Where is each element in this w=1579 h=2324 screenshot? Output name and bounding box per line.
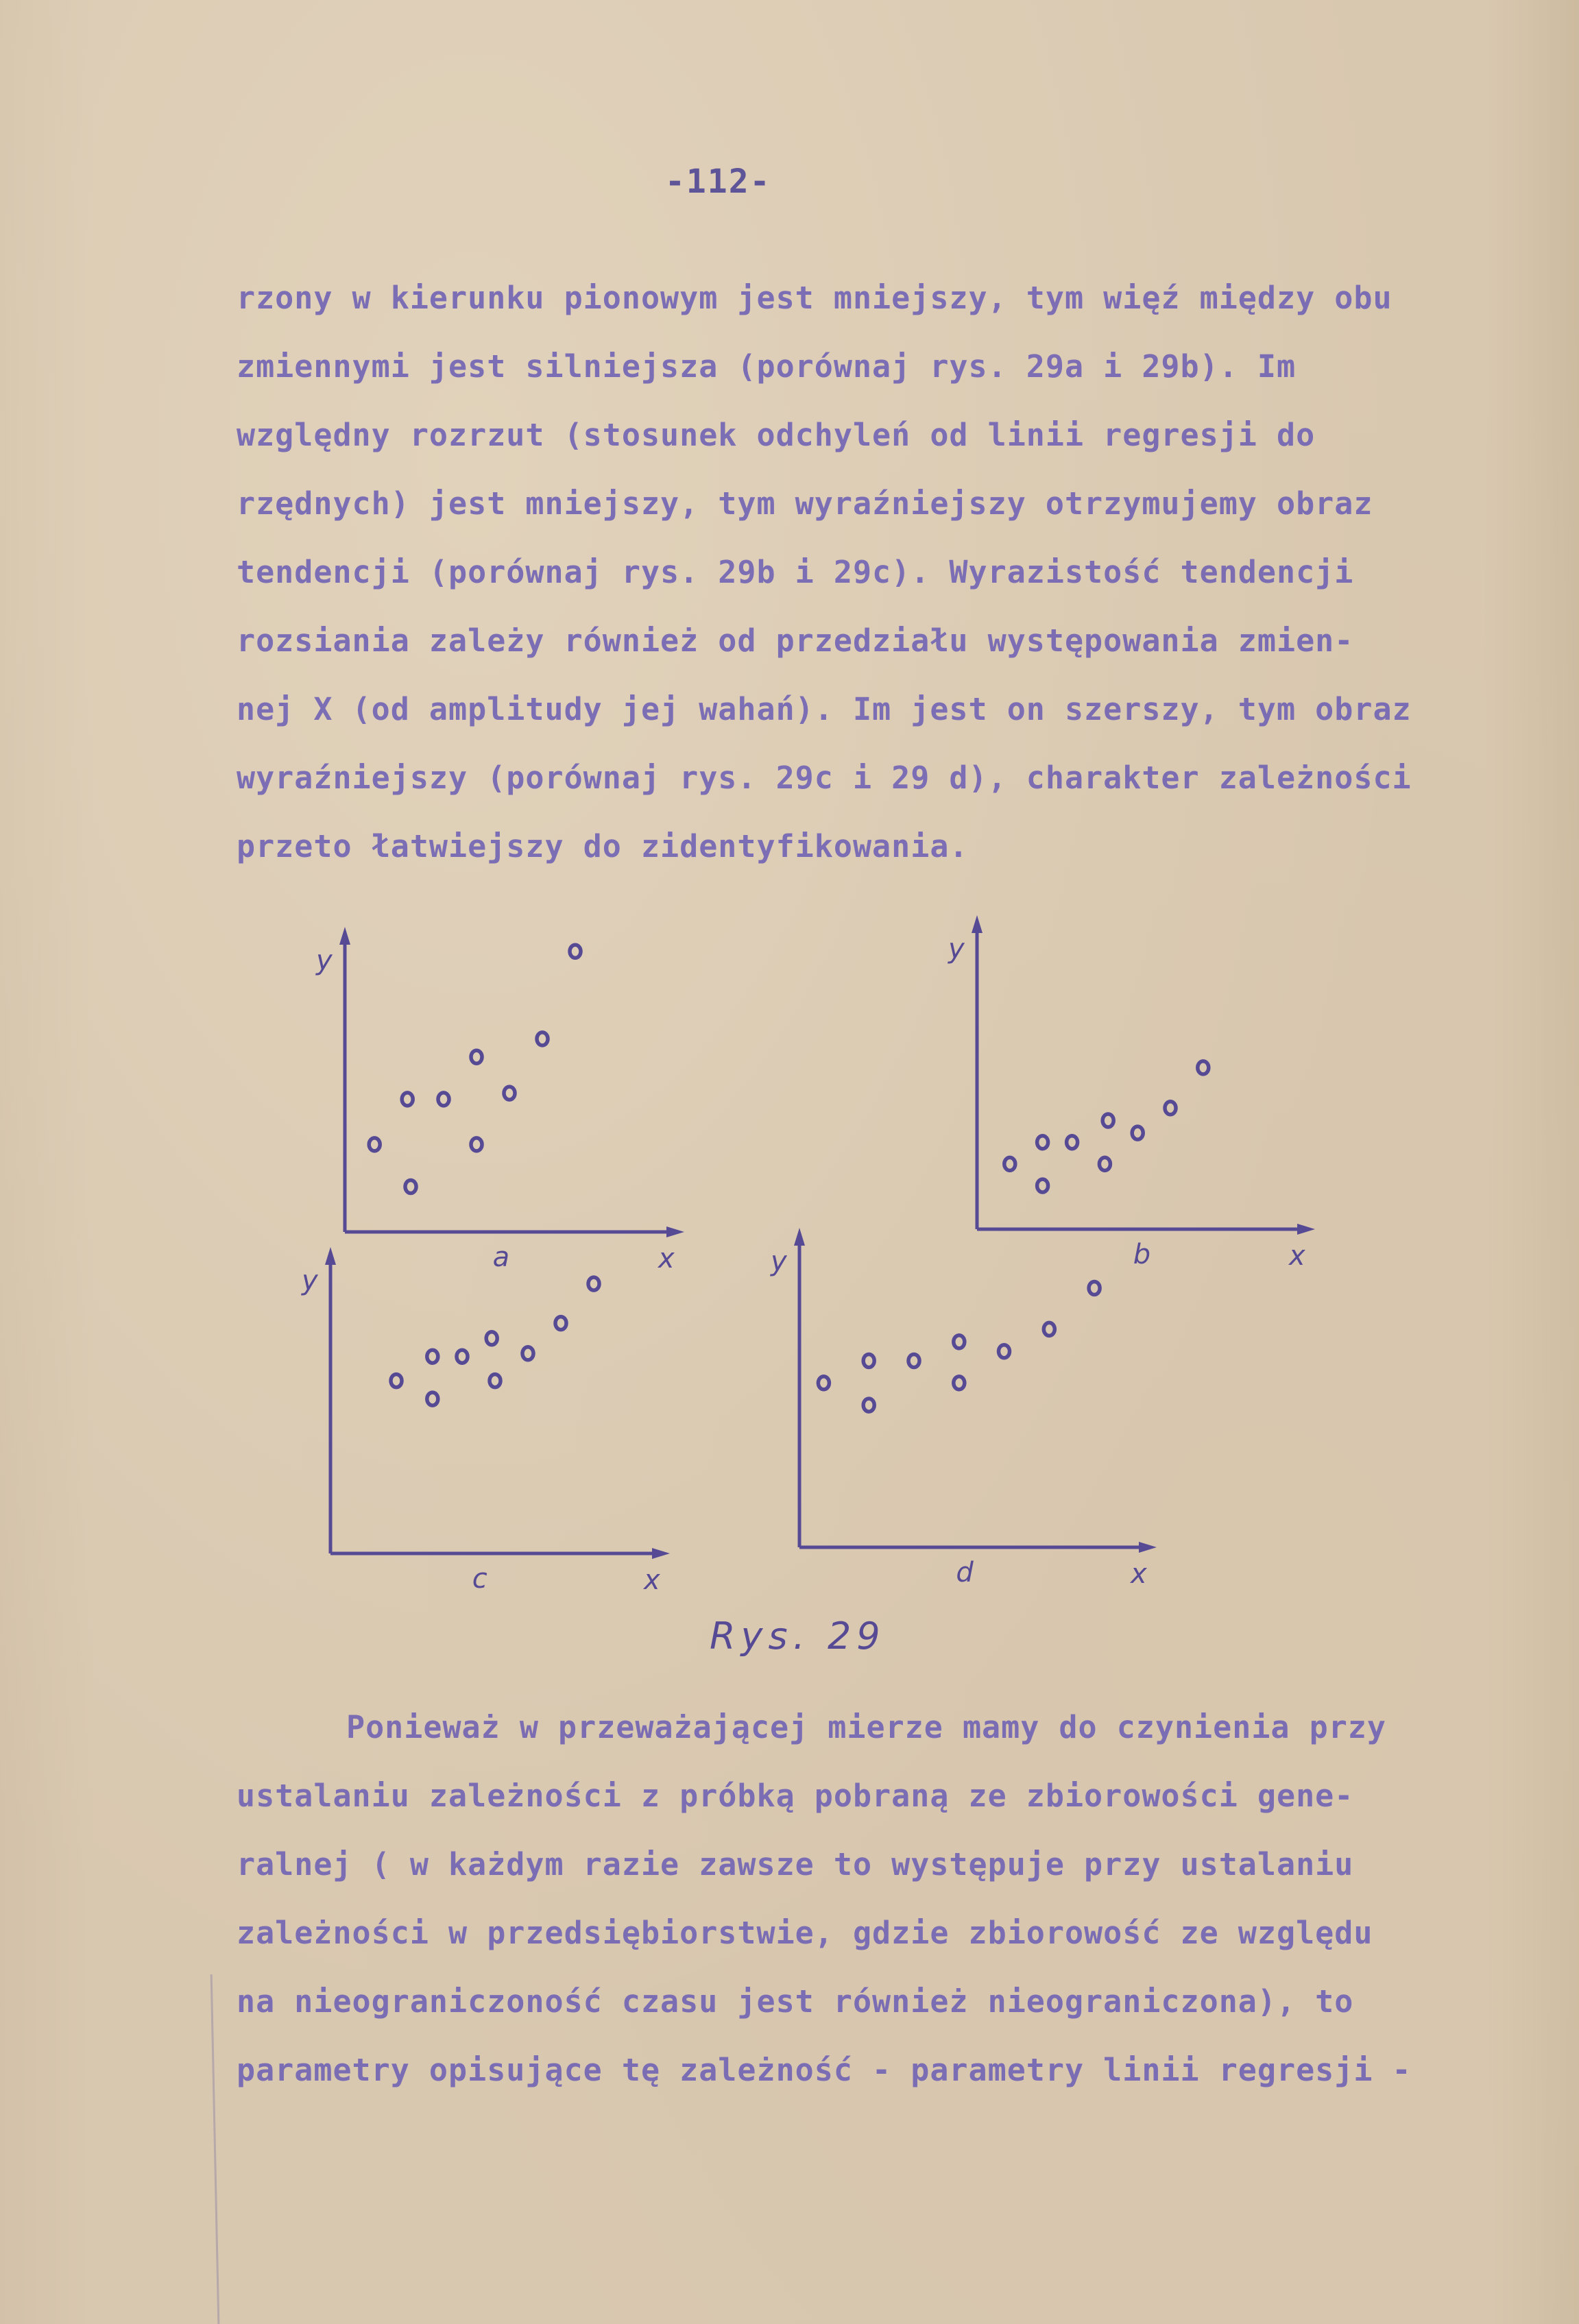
data-point bbox=[954, 1377, 965, 1390]
text-line: ustalaniu zależności z próbką pobraną ze zbiorowości gene- bbox=[237, 1778, 1354, 1814]
page-number: -112- bbox=[665, 162, 771, 201]
data-point bbox=[1102, 1114, 1113, 1127]
data-point bbox=[369, 1138, 380, 1151]
text-line: ralnej ( w każdym razie zawsze to występuje przy ustalaniu bbox=[237, 1846, 1354, 1883]
data-point bbox=[427, 1350, 438, 1363]
data-point bbox=[588, 1277, 599, 1290]
text-line: zmiennymi jest silniejsza (porównaj rys. 29a i 29b). Im bbox=[237, 348, 1297, 385]
data-point bbox=[1004, 1157, 1015, 1170]
x-axis-label: x bbox=[644, 1564, 660, 1596]
scatter-plot-b bbox=[948, 915, 1315, 1272]
x-axis-label: x bbox=[1131, 1558, 1147, 1590]
panel-label: c bbox=[472, 1563, 487, 1595]
text-line: rzony w kierunku pionowym jest mniejszy, tym więź między obu bbox=[237, 280, 1393, 316]
data-point bbox=[1132, 1126, 1143, 1139]
data-point bbox=[537, 1032, 548, 1045]
y-axis-label: y bbox=[948, 933, 965, 965]
x-axis-arrow-icon bbox=[1297, 1224, 1315, 1235]
data-point bbox=[427, 1392, 438, 1405]
y-axis-label: y bbox=[771, 1246, 787, 1277]
paragraph-1 bbox=[237, 264, 1539, 881]
text-line: wyraźniejszy (porównaj rys. 29c i 29 d), charakter zależności bbox=[237, 760, 1412, 796]
data-point bbox=[522, 1347, 533, 1360]
x-axis-label: x bbox=[658, 1243, 675, 1274]
data-point bbox=[1044, 1322, 1054, 1335]
data-point bbox=[863, 1399, 874, 1412]
y-axis-arrow-icon bbox=[325, 1247, 336, 1265]
y-axis-arrow-icon bbox=[794, 1228, 805, 1246]
data-point bbox=[1089, 1282, 1100, 1295]
data-point bbox=[1198, 1061, 1209, 1074]
x-axis-arrow-icon bbox=[666, 1226, 684, 1237]
text-line: zależności w przedsiębiorstwie, gdzie zbiorowość ze względu bbox=[237, 1915, 1373, 1951]
data-point bbox=[486, 1332, 497, 1345]
figure-caption: Rys. 29 bbox=[710, 1614, 886, 1658]
text-line: przeto łatwiejszy do zidentyfikowania. bbox=[237, 828, 969, 864]
margin-pencil-line bbox=[210, 1974, 220, 2324]
scatter-plot-a bbox=[315, 927, 684, 1274]
panel-label: a bbox=[492, 1242, 510, 1273]
data-point bbox=[405, 1181, 416, 1194]
data-point bbox=[1099, 1157, 1110, 1170]
panel-label: d bbox=[956, 1557, 974, 1588]
data-point bbox=[954, 1335, 965, 1348]
text-line: rozsiania zależy również od przedziału występowania zmien- bbox=[237, 622, 1354, 659]
text-line: Ponieważ w przeważającej mierze mamy do czynienia przy bbox=[346, 1709, 1386, 1745]
data-point bbox=[504, 1087, 515, 1100]
data-point bbox=[555, 1317, 566, 1330]
data-point bbox=[391, 1375, 402, 1388]
data-point bbox=[438, 1093, 449, 1106]
data-point bbox=[1037, 1179, 1048, 1192]
data-point bbox=[908, 1355, 919, 1368]
panel-label: b bbox=[1133, 1239, 1151, 1270]
text-line: nej X (od amplitudy jej wahań). Im jest on szerszy, tym obraz bbox=[237, 691, 1412, 727]
data-point bbox=[999, 1345, 1010, 1358]
scatter-plot-d bbox=[770, 1228, 1157, 1590]
data-point bbox=[457, 1350, 468, 1363]
y-axis-arrow-icon bbox=[339, 927, 350, 945]
x-axis-label: x bbox=[1289, 1240, 1305, 1272]
y-axis-label: y bbox=[302, 1265, 318, 1296]
text-line: rzędnych) jest mniejszy, tym wyraźniejszy otrzymujemy obraz bbox=[237, 485, 1373, 522]
data-point bbox=[471, 1050, 482, 1063]
data-point bbox=[402, 1093, 413, 1106]
y-axis-arrow-icon bbox=[972, 915, 983, 933]
text-line: tendencji (porównaj rys. 29b i 29c). Wyrazistość tendencji bbox=[237, 554, 1354, 590]
scatter-plot-c bbox=[301, 1247, 670, 1596]
text-line: względny rozrzut (stosunek odchyleń od linii regresji do bbox=[237, 417, 1316, 453]
y-axis-label: y bbox=[316, 945, 333, 976]
data-point bbox=[1067, 1136, 1078, 1149]
x-axis-arrow-icon bbox=[1139, 1542, 1157, 1553]
data-point bbox=[818, 1377, 829, 1390]
data-point bbox=[490, 1375, 501, 1388]
data-point bbox=[863, 1355, 874, 1368]
text-line: parametry opisujące tę zależność - parametry linii regresji - bbox=[237, 2052, 1412, 2088]
paragraph-2 bbox=[237, 1693, 1539, 2105]
x-axis-arrow-icon bbox=[652, 1548, 670, 1559]
text-line: na nieograniczoność czasu jest również nieograniczona), to bbox=[237, 1983, 1354, 2020]
data-point bbox=[1037, 1136, 1048, 1149]
data-point bbox=[570, 945, 581, 958]
data-point bbox=[471, 1138, 482, 1151]
data-point bbox=[1165, 1102, 1176, 1115]
